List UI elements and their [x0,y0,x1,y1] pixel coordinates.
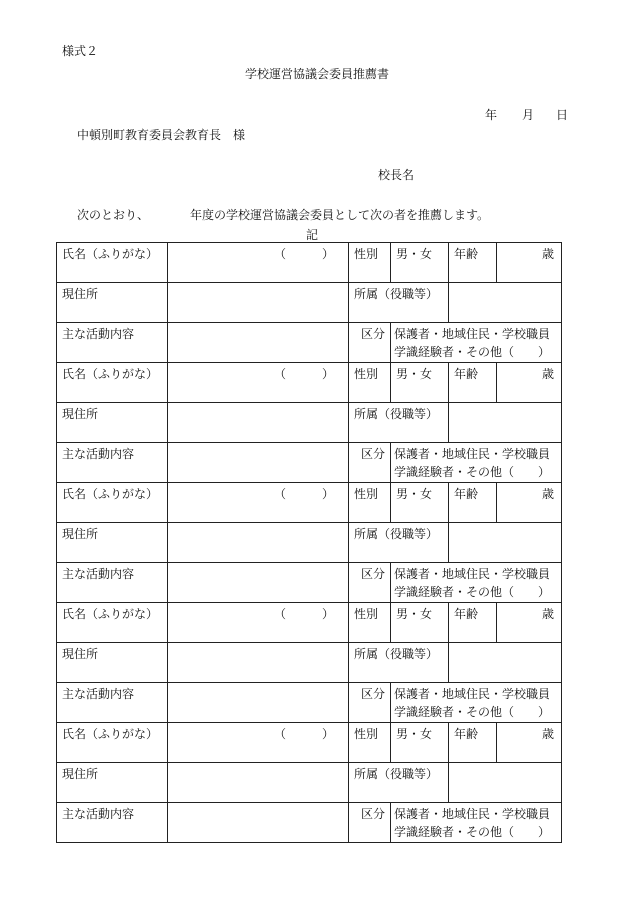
age-field[interactable] [497,243,562,283]
category-line-1: 保護者・地域住民・学校職員 [394,447,551,461]
affiliation-field[interactable] [449,403,562,443]
name-row [57,603,562,643]
category-line-1: 保護者・地域住民・学校職員 [394,807,551,821]
furigana-paren-open: （ [274,607,287,621]
date-year-label: 年 [485,108,498,122]
gender-label: 性別 [349,363,391,403]
gender-options[interactable]: 男・女 [391,363,449,403]
affiliation-field[interactable] [449,643,562,683]
address-field[interactable] [168,403,349,443]
address-label: 現住所 [57,763,168,803]
date-day-label: 日 [556,108,569,122]
activity-field[interactable] [168,563,349,603]
furigana-paren-close: ） [322,247,335,261]
category-line-1: 保護者・地域住民・学校職員 [394,687,551,701]
affiliation-field[interactable] [449,523,562,563]
address-row [57,403,562,443]
gender-label: 性別 [349,723,391,763]
name-row [57,243,562,283]
gender-label: 性別 [349,603,391,643]
intro-prefix: 次のとおり、 [77,208,150,222]
category-label: 区分 [349,443,391,483]
affiliation-field[interactable] [449,763,562,803]
age-label: 年齢 [449,603,497,643]
furigana-paren-open: （ [274,727,287,741]
age-label: 年齢 [449,723,497,763]
address-field[interactable] [168,763,349,803]
furigana-paren-close: ） [322,487,335,501]
gender-label: 性別 [349,243,391,283]
furigana-paren-open: （ [274,247,287,261]
category-line-2: 学識経験者・その他（ ） [394,705,551,719]
principal-name-label: 校長名 [378,168,415,182]
category-options[interactable] [391,443,562,483]
gender-options[interactable]: 男・女 [391,603,449,643]
furigana-paren-open: （ [274,487,287,501]
activity-row [57,563,562,603]
activity-row [57,323,562,363]
name-field[interactable] [168,363,349,403]
gender-options[interactable]: 男・女 [391,243,449,283]
address-row [57,283,562,323]
age-unit: 歳 [541,247,554,261]
ki-label: 記 [306,228,319,242]
activity-label: 主な活動内容 [57,563,168,603]
furigana-paren-open: （ [274,367,287,381]
gender-label: 性別 [349,483,391,523]
address-label: 現住所 [57,403,168,443]
activity-row [57,683,562,723]
category-options[interactable] [391,803,562,843]
name-label: 氏名（ふりがな） [57,483,168,523]
furigana-paren-close: ） [322,607,335,621]
name-field[interactable] [168,603,349,643]
nominee-table-body [57,243,562,843]
date-month-label: 月 [522,108,535,122]
age-field[interactable] [497,483,562,523]
category-label: 区分 [349,563,391,603]
furigana-paren-close: ） [322,727,335,741]
address-field[interactable] [168,643,349,683]
category-label: 区分 [349,803,391,843]
gender-options[interactable]: 男・女 [391,483,449,523]
name-label: 氏名（ふりがな） [57,723,168,763]
activity-label: 主な活動内容 [57,443,168,483]
gender-options[interactable]: 男・女 [391,723,449,763]
activity-label: 主な活動内容 [57,803,168,843]
category-line-2: 学識経験者・その他（ ） [394,465,551,479]
category-line-1: 保護者・地域住民・学校職員 [394,327,551,341]
activity-field[interactable] [168,443,349,483]
nominee-table [56,242,562,843]
address-row [57,763,562,803]
name-field[interactable] [168,483,349,523]
activity-row [57,443,562,483]
category-options[interactable] [391,323,562,363]
name-row [57,723,562,763]
age-unit: 歳 [541,607,554,621]
intro-text: 年度の学校運営協議会委員として次の者を推薦します。 [190,208,490,222]
activity-label: 主な活動内容 [57,323,168,363]
age-unit: 歳 [541,487,554,501]
age-label: 年齢 [449,483,497,523]
category-options[interactable] [391,683,562,723]
category-options[interactable] [391,563,562,603]
address-field[interactable] [168,523,349,563]
age-label: 年齢 [449,363,497,403]
age-field[interactable] [497,363,562,403]
address-row [57,643,562,683]
name-label: 氏名（ふりがな） [57,363,168,403]
category-label: 区分 [349,683,391,723]
addressee: 中頓別町教育委員会教育長 様 [77,128,246,142]
category-label: 区分 [349,323,391,363]
affiliation-label: 所属（役職等） [349,763,449,803]
activity-field[interactable] [168,323,349,363]
activity-row [57,803,562,843]
category-line-2: 学識経験者・その他（ ） [394,345,551,359]
affiliation-label: 所属（役職等） [349,643,449,683]
form-number: 様式２ [62,44,99,58]
address-label: 現住所 [57,523,168,563]
name-label: 氏名（ふりがな） [57,603,168,643]
affiliation-field[interactable] [449,283,562,323]
address-label: 現住所 [57,643,168,683]
address-field[interactable] [168,283,349,323]
name-field[interactable] [168,243,349,283]
affiliation-label: 所属（役職等） [349,403,449,443]
name-row [57,363,562,403]
affiliation-label: 所属（役職等） [349,283,449,323]
category-line-1: 保護者・地域住民・学校職員 [394,567,551,581]
name-label: 氏名（ふりがな） [57,243,168,283]
age-unit: 歳 [541,727,554,741]
age-unit: 歳 [541,367,554,381]
category-line-2: 学識経験者・その他（ ） [394,825,551,839]
address-row [57,523,562,563]
name-row [57,483,562,523]
age-label: 年齢 [449,243,497,283]
activity-field[interactable] [168,683,349,723]
category-line-2: 学識経験者・その他（ ） [394,585,551,599]
address-label: 現住所 [57,283,168,323]
affiliation-label: 所属（役職等） [349,523,449,563]
name-field[interactable] [168,723,349,763]
age-field[interactable] [497,723,562,763]
document-title: 学校運営協議会委員推薦書 [245,67,390,81]
age-field[interactable] [497,603,562,643]
activity-label: 主な活動内容 [57,683,168,723]
furigana-paren-close: ） [322,367,335,381]
activity-field[interactable] [168,803,349,843]
